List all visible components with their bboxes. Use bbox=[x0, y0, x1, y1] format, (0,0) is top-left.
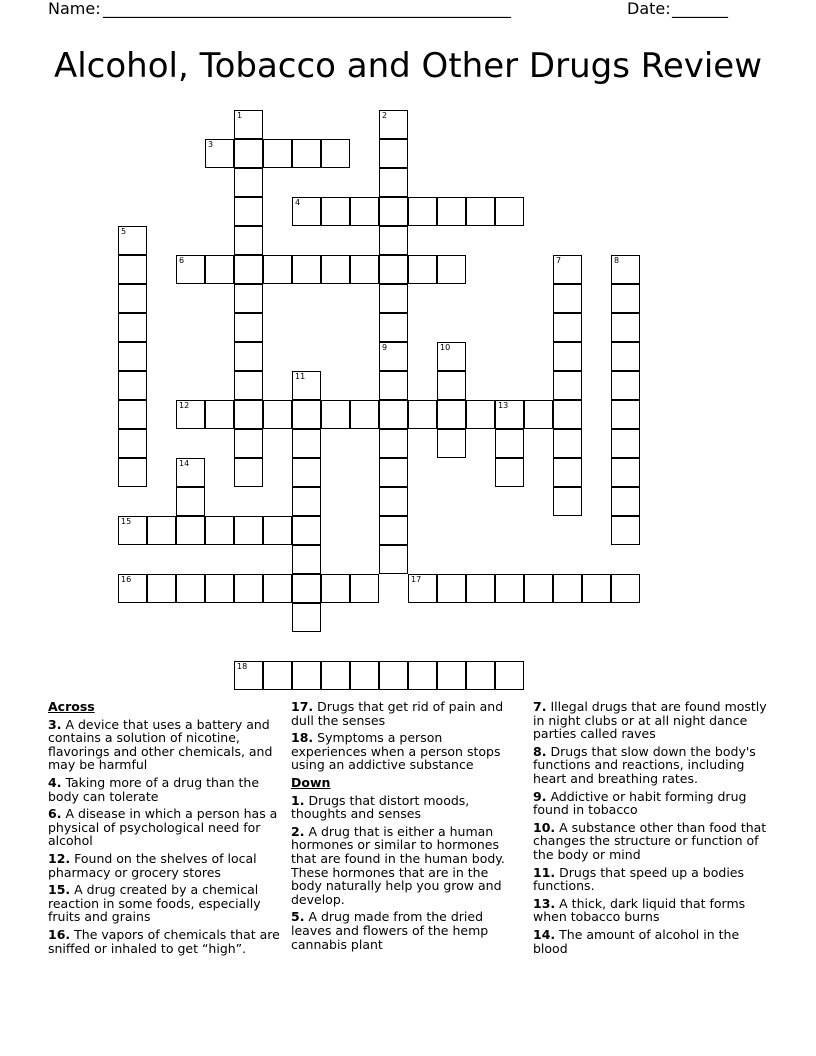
grid-cell[interactable] bbox=[321, 255, 350, 284]
grid-cell[interactable] bbox=[466, 400, 495, 429]
clue-across-12: 12. Found on the shelves of local pharmacy or grocery stores bbox=[48, 850, 257, 880]
grid-cell[interactable] bbox=[350, 661, 379, 690]
grid-cell[interactable] bbox=[495, 661, 524, 690]
grid-cell[interactable] bbox=[321, 574, 350, 603]
clue-number: 3 bbox=[208, 140, 214, 149]
grid-cell[interactable] bbox=[321, 197, 350, 226]
grid-cell[interactable] bbox=[379, 661, 408, 690]
grid-cell[interactable] bbox=[176, 516, 205, 545]
grid-cell[interactable] bbox=[205, 574, 234, 603]
grid-cell[interactable] bbox=[495, 429, 524, 458]
clue-column-3 bbox=[533, 700, 773, 959]
clue-number: 9 bbox=[382, 343, 388, 352]
clue-across-15: 15. A drug created by a chemical reaction in some foods, especially fruits and grains bbox=[48, 882, 261, 925]
grid-cell[interactable] bbox=[379, 487, 408, 516]
grid-cell[interactable] bbox=[176, 458, 205, 487]
grid-cell[interactable] bbox=[350, 197, 379, 226]
grid-cell[interactable] bbox=[205, 516, 234, 545]
grid-cell[interactable] bbox=[292, 429, 321, 458]
grid-cell[interactable] bbox=[437, 255, 466, 284]
grid-cell[interactable] bbox=[408, 255, 437, 284]
grid-cell[interactable] bbox=[234, 371, 263, 400]
grid-cell[interactable] bbox=[611, 400, 640, 429]
clue-number: 7 bbox=[556, 256, 562, 265]
grid-cell[interactable] bbox=[205, 139, 234, 168]
grid-cell[interactable] bbox=[611, 284, 640, 313]
clue-number: 17 bbox=[411, 575, 422, 584]
grid-cell[interactable] bbox=[147, 574, 176, 603]
grid-cell[interactable] bbox=[234, 197, 263, 226]
grid-cell[interactable] bbox=[234, 255, 263, 284]
grid-cell[interactable] bbox=[292, 516, 321, 545]
grid-cell[interactable] bbox=[292, 255, 321, 284]
grid-cell[interactable] bbox=[553, 255, 582, 284]
clue-down-10: 10. A substance other than food that changes the structure or function of the body or mind bbox=[533, 819, 767, 862]
clue-column-1 bbox=[48, 700, 280, 959]
grid-cell[interactable] bbox=[321, 661, 350, 690]
grid-cell[interactable] bbox=[118, 255, 147, 284]
grid-cell[interactable] bbox=[379, 400, 408, 429]
grid-cell[interactable] bbox=[263, 139, 292, 168]
grid-cell[interactable] bbox=[611, 429, 640, 458]
grid-cell[interactable] bbox=[263, 661, 292, 690]
page-title: Alcohol, Tobacco and Other Drugs Review bbox=[53, 46, 763, 86]
grid-cell[interactable] bbox=[437, 661, 466, 690]
grid-cell[interactable] bbox=[234, 574, 263, 603]
clue-down-8: 8. Drugs that slow down the body's functions and reactions, including heart and breathing rates. bbox=[533, 743, 756, 786]
grid-cell[interactable] bbox=[379, 110, 408, 139]
clue-number: 13 bbox=[498, 401, 509, 410]
clue-across-16: 16. The vapors of chemicals that are sniffed or inhaled to get “high”. bbox=[48, 926, 280, 956]
grid-cell[interactable] bbox=[379, 139, 408, 168]
grid-cell[interactable] bbox=[292, 545, 321, 574]
clue-number: 15 bbox=[121, 517, 132, 526]
grid-cell[interactable] bbox=[176, 487, 205, 516]
grid-cell[interactable] bbox=[234, 661, 263, 690]
grid-cell[interactable] bbox=[379, 458, 408, 487]
grid-cell[interactable] bbox=[118, 313, 147, 342]
clue-down-13: 13. A thick, dark liquid that forms when tobacco burns bbox=[533, 895, 746, 925]
date-label: Date: bbox=[627, 0, 671, 18]
grid-cell[interactable] bbox=[350, 574, 379, 603]
grid-cell[interactable] bbox=[611, 342, 640, 371]
grid-cell[interactable] bbox=[466, 574, 495, 603]
grid-cell[interactable] bbox=[350, 400, 379, 429]
grid-cell[interactable] bbox=[379, 284, 408, 313]
grid-cell[interactable] bbox=[466, 197, 495, 226]
grid-cell[interactable] bbox=[466, 661, 495, 690]
grid-cell[interactable] bbox=[408, 197, 437, 226]
grid-cell[interactable] bbox=[292, 139, 321, 168]
grid-cell[interactable] bbox=[437, 429, 466, 458]
grid-cell[interactable] bbox=[321, 139, 350, 168]
grid-cell[interactable] bbox=[263, 255, 292, 284]
grid-cell[interactable] bbox=[379, 168, 408, 197]
grid-cell[interactable] bbox=[379, 226, 408, 255]
grid-cell[interactable] bbox=[437, 400, 466, 429]
name-label: Name: bbox=[48, 0, 101, 18]
grid-cell[interactable] bbox=[234, 139, 263, 168]
grid-cell[interactable] bbox=[234, 226, 263, 255]
grid-cell[interactable] bbox=[379, 429, 408, 458]
clue-number: 14 bbox=[179, 459, 190, 468]
grid-cell[interactable] bbox=[408, 574, 437, 603]
grid-cell[interactable] bbox=[524, 574, 553, 603]
grid-cell[interactable] bbox=[263, 516, 292, 545]
grid-cell[interactable] bbox=[408, 400, 437, 429]
grid-cell[interactable] bbox=[611, 487, 640, 516]
clue-down-7: 7. Illegal drugs that are found mostly in night clubs or at all night dance parties called raves bbox=[533, 699, 767, 742]
clue-number: 5 bbox=[121, 227, 127, 236]
grid-cell[interactable] bbox=[234, 458, 263, 487]
grid-cell[interactable] bbox=[408, 661, 437, 690]
clue-number: 4 bbox=[295, 198, 301, 207]
grid-cell[interactable] bbox=[234, 110, 263, 139]
grid-cell[interactable] bbox=[379, 545, 408, 574]
grid-cell[interactable] bbox=[234, 342, 263, 371]
grid-cell[interactable] bbox=[553, 574, 582, 603]
grid-cell[interactable] bbox=[118, 371, 147, 400]
grid-cell[interactable] bbox=[176, 574, 205, 603]
grid-cell[interactable] bbox=[582, 574, 611, 603]
grid-cell[interactable] bbox=[292, 661, 321, 690]
grid-cell[interactable] bbox=[495, 197, 524, 226]
grid-cell[interactable] bbox=[176, 255, 205, 284]
grid-cell[interactable] bbox=[379, 371, 408, 400]
grid-cell[interactable] bbox=[437, 574, 466, 603]
grid-cell[interactable] bbox=[176, 400, 205, 429]
grid-cell[interactable] bbox=[553, 487, 582, 516]
grid-cell[interactable] bbox=[553, 429, 582, 458]
grid-cell[interactable] bbox=[379, 342, 408, 371]
grid-cell[interactable] bbox=[350, 255, 379, 284]
grid-cell[interactable] bbox=[234, 168, 263, 197]
clue-column-2 bbox=[291, 700, 521, 955]
across-heading: Across bbox=[48, 699, 95, 714]
grid-cell[interactable] bbox=[611, 255, 640, 284]
grid-cell[interactable] bbox=[611, 516, 640, 545]
grid-cell[interactable] bbox=[495, 458, 524, 487]
grid-cell[interactable] bbox=[553, 371, 582, 400]
clue-across-18: 18. Symptoms a person experiences when a person stops using an addictive substance bbox=[291, 730, 501, 773]
grid-cell[interactable] bbox=[118, 284, 147, 313]
clue-number: 2 bbox=[382, 111, 388, 120]
grid-cell[interactable] bbox=[553, 400, 582, 429]
clue-across-4: 4. Taking more of a drug than the body can tolerate bbox=[48, 774, 260, 804]
grid-cell[interactable] bbox=[379, 255, 408, 284]
grid-cell[interactable] bbox=[118, 516, 147, 545]
clue-number: 11 bbox=[295, 372, 306, 381]
grid-cell[interactable] bbox=[553, 284, 582, 313]
date-blank[interactable]: _______ bbox=[672, 0, 728, 18]
clue-number: 18 bbox=[237, 662, 248, 671]
clue-down-9: 9. Addictive or habit forming drug found in tobacco bbox=[533, 788, 747, 818]
grid-cell[interactable] bbox=[263, 574, 292, 603]
grid-cell[interactable] bbox=[118, 400, 147, 429]
grid-cell[interactable] bbox=[292, 400, 321, 429]
grid-cell[interactable] bbox=[292, 487, 321, 516]
grid-cell[interactable] bbox=[611, 371, 640, 400]
grid-cell[interactable] bbox=[524, 400, 553, 429]
clue-number: 1 bbox=[237, 111, 243, 120]
clue-down-11: 11. Drugs that speed up a bodies functions. bbox=[533, 864, 744, 894]
grid-cell[interactable] bbox=[553, 313, 582, 342]
clue-down-14: 14. The amount of alcohol in the blood bbox=[533, 926, 740, 956]
grid-cell[interactable] bbox=[234, 313, 263, 342]
clue-number: 12 bbox=[179, 401, 190, 410]
grid-cell[interactable] bbox=[118, 342, 147, 371]
clue-across-17: 17. Drugs that get rid of pain and dull the senses bbox=[291, 699, 504, 728]
grid-cell[interactable] bbox=[292, 458, 321, 487]
grid-cell[interactable] bbox=[437, 371, 466, 400]
clue-down-1: 1. Drugs that distort moods, thoughts and senses bbox=[291, 792, 470, 822]
grid-cell[interactable] bbox=[118, 226, 147, 255]
grid-cell[interactable] bbox=[147, 516, 176, 545]
grid-cell[interactable] bbox=[292, 371, 321, 400]
name-date-line bbox=[48, 0, 748, 20]
grid-cell[interactable] bbox=[118, 574, 147, 603]
down-heading: Down bbox=[291, 774, 331, 790]
grid-cell[interactable] bbox=[118, 458, 147, 487]
grid-cell[interactable] bbox=[321, 400, 350, 429]
grid-cell[interactable] bbox=[263, 400, 292, 429]
grid-cell[interactable] bbox=[234, 429, 263, 458]
clue-down-2: 2. A drug that is either a human hormones or similar to hormones that are found in the human body. These hormones that are in the body naturally help you grow and develop. bbox=[291, 823, 505, 907]
grid-cell[interactable] bbox=[292, 603, 321, 632]
grid-cell[interactable] bbox=[205, 400, 234, 429]
grid-cell[interactable] bbox=[379, 313, 408, 342]
grid-cell[interactable] bbox=[611, 574, 640, 603]
clue-across-6: 6. A disease in which a person has a physical of psychological need for alcohol bbox=[48, 806, 278, 849]
grid-cell[interactable] bbox=[495, 574, 524, 603]
grid-cell[interactable] bbox=[379, 516, 408, 545]
name-blank[interactable]: ___________________________________________________ bbox=[103, 0, 511, 18]
clue-number: 10 bbox=[440, 343, 451, 352]
grid-cell[interactable] bbox=[292, 574, 321, 603]
clue-number: 8 bbox=[614, 256, 620, 265]
grid-cell[interactable] bbox=[379, 197, 408, 226]
grid-cell[interactable] bbox=[234, 284, 263, 313]
grid-cell[interactable] bbox=[553, 458, 582, 487]
grid-cell[interactable] bbox=[234, 400, 263, 429]
clue-down-5: 5. A drug made from the dried leaves and flowers of the hemp cannabis plant bbox=[291, 909, 489, 952]
grid-cell[interactable] bbox=[495, 400, 524, 429]
clue-across-3: 3. A device that uses a battery and contains a solution of nicotine, flavorings and other chemicals, and may be harmful bbox=[48, 716, 273, 773]
grid-cell[interactable] bbox=[118, 429, 147, 458]
grid-cell[interactable] bbox=[437, 342, 466, 371]
grid-cell[interactable] bbox=[611, 313, 640, 342]
grid-cell[interactable] bbox=[234, 516, 263, 545]
clue-number: 6 bbox=[179, 256, 185, 265]
grid-cell[interactable] bbox=[205, 255, 234, 284]
clue-number: 16 bbox=[121, 575, 132, 584]
grid-cell[interactable] bbox=[611, 458, 640, 487]
grid-cell[interactable] bbox=[292, 197, 321, 226]
grid-cell[interactable] bbox=[553, 342, 582, 371]
grid-cell[interactable] bbox=[437, 197, 466, 226]
